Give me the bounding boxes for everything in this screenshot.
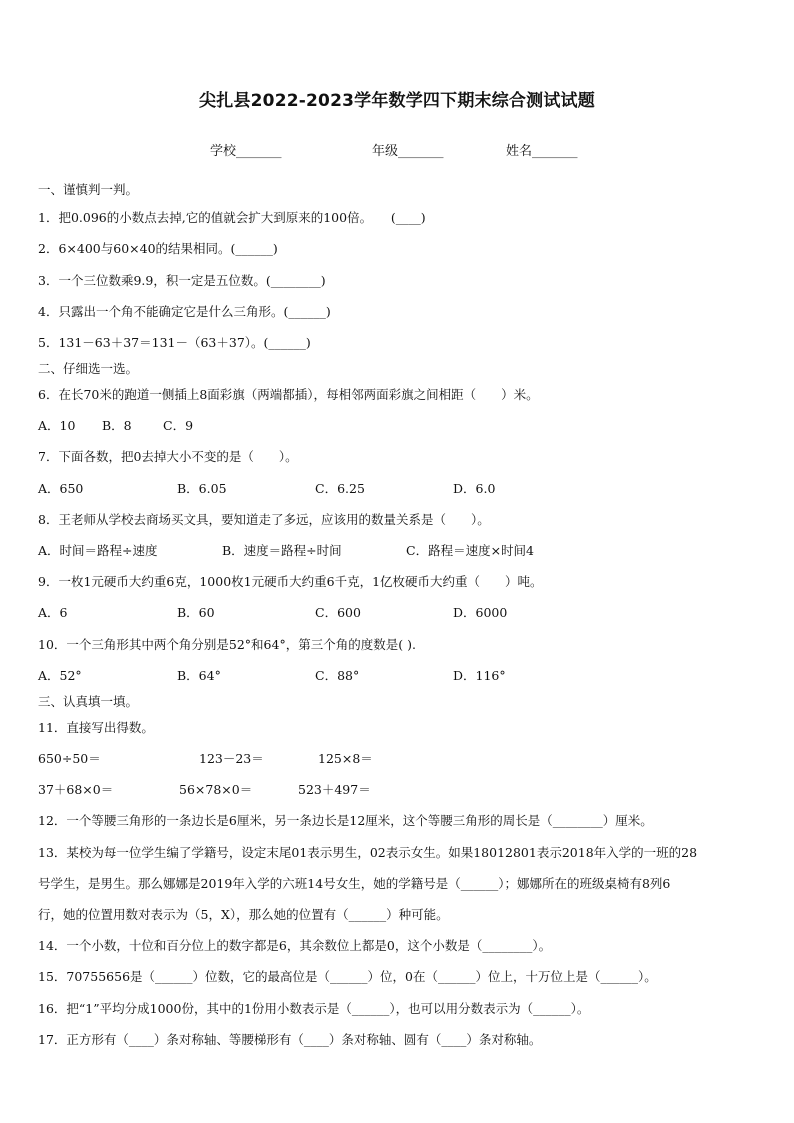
calc-item: 125×8＝ <box>318 751 373 766</box>
calc-item: 650÷50＝ <box>38 751 101 766</box>
question-10: 10．一个三角形其中两个角分别是52°和64°，第三个角的度数是( ). <box>38 637 416 652</box>
grade-field: 年级_______ <box>372 144 444 159</box>
q7-option-a: A．650 <box>38 481 84 496</box>
q9-option-c: C．600 <box>315 605 361 620</box>
name-field: 姓名_______ <box>506 144 578 159</box>
q10-option-d: D．116° <box>453 668 506 683</box>
section-heading-1: 一、谨慎判一判。 <box>38 182 139 197</box>
question-6: 6．在长70米的跑道一侧插上8面彩旗（两端都插），每相邻两面彩旗之间相距（ ）米。 <box>38 387 539 402</box>
question-1: 1．把0.096的小数点去掉,它的值就会扩大到原来的100倍。 (____) <box>38 210 426 225</box>
question-14: 14．一个小数，十位和百分位上的数字都是6，其余数位上都是0，这个小数是（________）。 <box>38 938 552 953</box>
question-4: 4．只露出一个角不能确定它是什么三角形。(______) <box>38 304 331 319</box>
calc-item: 56×78×0＝ <box>179 782 253 797</box>
question-15: 15．70755656是（______）位数，它的最高位是（______）位，0在（______）位上，十万位上是（______）。 <box>38 969 657 984</box>
question-3: 3．一个三位数乘9.9，积一定是五位数。(________) <box>38 273 326 288</box>
question-13-line-2: 号学生，是男生。那么娜娜是2019年入学的六班14号女生，她的学籍号是（______）；娜娜所在的班级桌椅有8列6 <box>38 876 671 891</box>
school-field: 学校_______ <box>210 144 282 159</box>
question-13-line-1: 13．某校为每一位学生编了学籍号，设定末尾01表示男生，02表示女生。如果18012801表示2018年入学的一班的28 <box>38 845 698 860</box>
question-11: 11．直接写出得数。 <box>38 720 154 735</box>
q6-option-a: A．10 <box>38 418 76 433</box>
q9-option-b: B．60 <box>177 605 215 620</box>
q8-option-b: B．速度＝路程÷时间 <box>222 543 342 558</box>
question-13-line-3: 行，她的位置用数对表示为（5，X），那么她的位置有（______）种可能。 <box>38 907 449 922</box>
q10-option-b: B．64° <box>177 668 221 683</box>
q6-option-b: B．8 <box>102 418 132 433</box>
q10-option-c: C．88° <box>315 668 360 683</box>
calc-item: 523＋497＝ <box>298 782 371 797</box>
q9-option-a: A．6 <box>38 605 68 620</box>
question-7: 7．下面各数，把0去掉大小不变的是（ ）。 <box>38 449 298 464</box>
q7-option-b: B．6.05 <box>177 481 227 496</box>
q7-option-c: C．6.25 <box>315 481 365 496</box>
section-heading-3: 三、认真填一填。 <box>38 694 139 709</box>
q7-option-d: D．6.0 <box>453 481 496 496</box>
section-heading-2: 二、仔细选一选。 <box>38 361 139 376</box>
question-17: 17．正方形有（____）条对称轴、等腰梯形有（____）条对称轴、圆有（____）条对称轴。 <box>38 1032 542 1047</box>
question-8: 8．王老师从学校去商场买文具，要知道走了多远，应该用的数量关系是（ ）。 <box>38 512 490 527</box>
page-title: 尖扎县2022-2023学年数学四下期末综合测试试题 <box>199 91 595 111</box>
question-16: 16．把“1”平均分成1000份，其中的1份用小数表示是（______），也可以用分数表示为（______）。 <box>38 1001 590 1016</box>
question-2: 2．6×400与60×40的结果相同。(______) <box>38 241 278 256</box>
question-12: 12．一个等腰三角形的一条边长是6厘米，另一条边长是12厘米，这个等腰三角形的周长是（________）厘米。 <box>38 813 653 828</box>
q8-option-a: A．时间＝路程÷速度 <box>38 543 158 558</box>
question-5: 5．131－63＋37＝131－（63＋37）。(______) <box>38 335 311 350</box>
calc-item: 37＋68×0＝ <box>38 782 114 797</box>
q10-option-a: A．52° <box>38 668 82 683</box>
q9-option-d: D．6000 <box>453 605 508 620</box>
q6-option-c: C．9 <box>163 418 194 433</box>
q8-option-c: C．路程＝速度×时间4 <box>406 543 534 558</box>
question-9: 9．一枚1元硬币大约重6克，1000枚1元硬币大约重6千克，1亿枚硬币大约重（ ）吨。 <box>38 574 543 589</box>
calc-item: 123－23＝ <box>199 751 264 766</box>
